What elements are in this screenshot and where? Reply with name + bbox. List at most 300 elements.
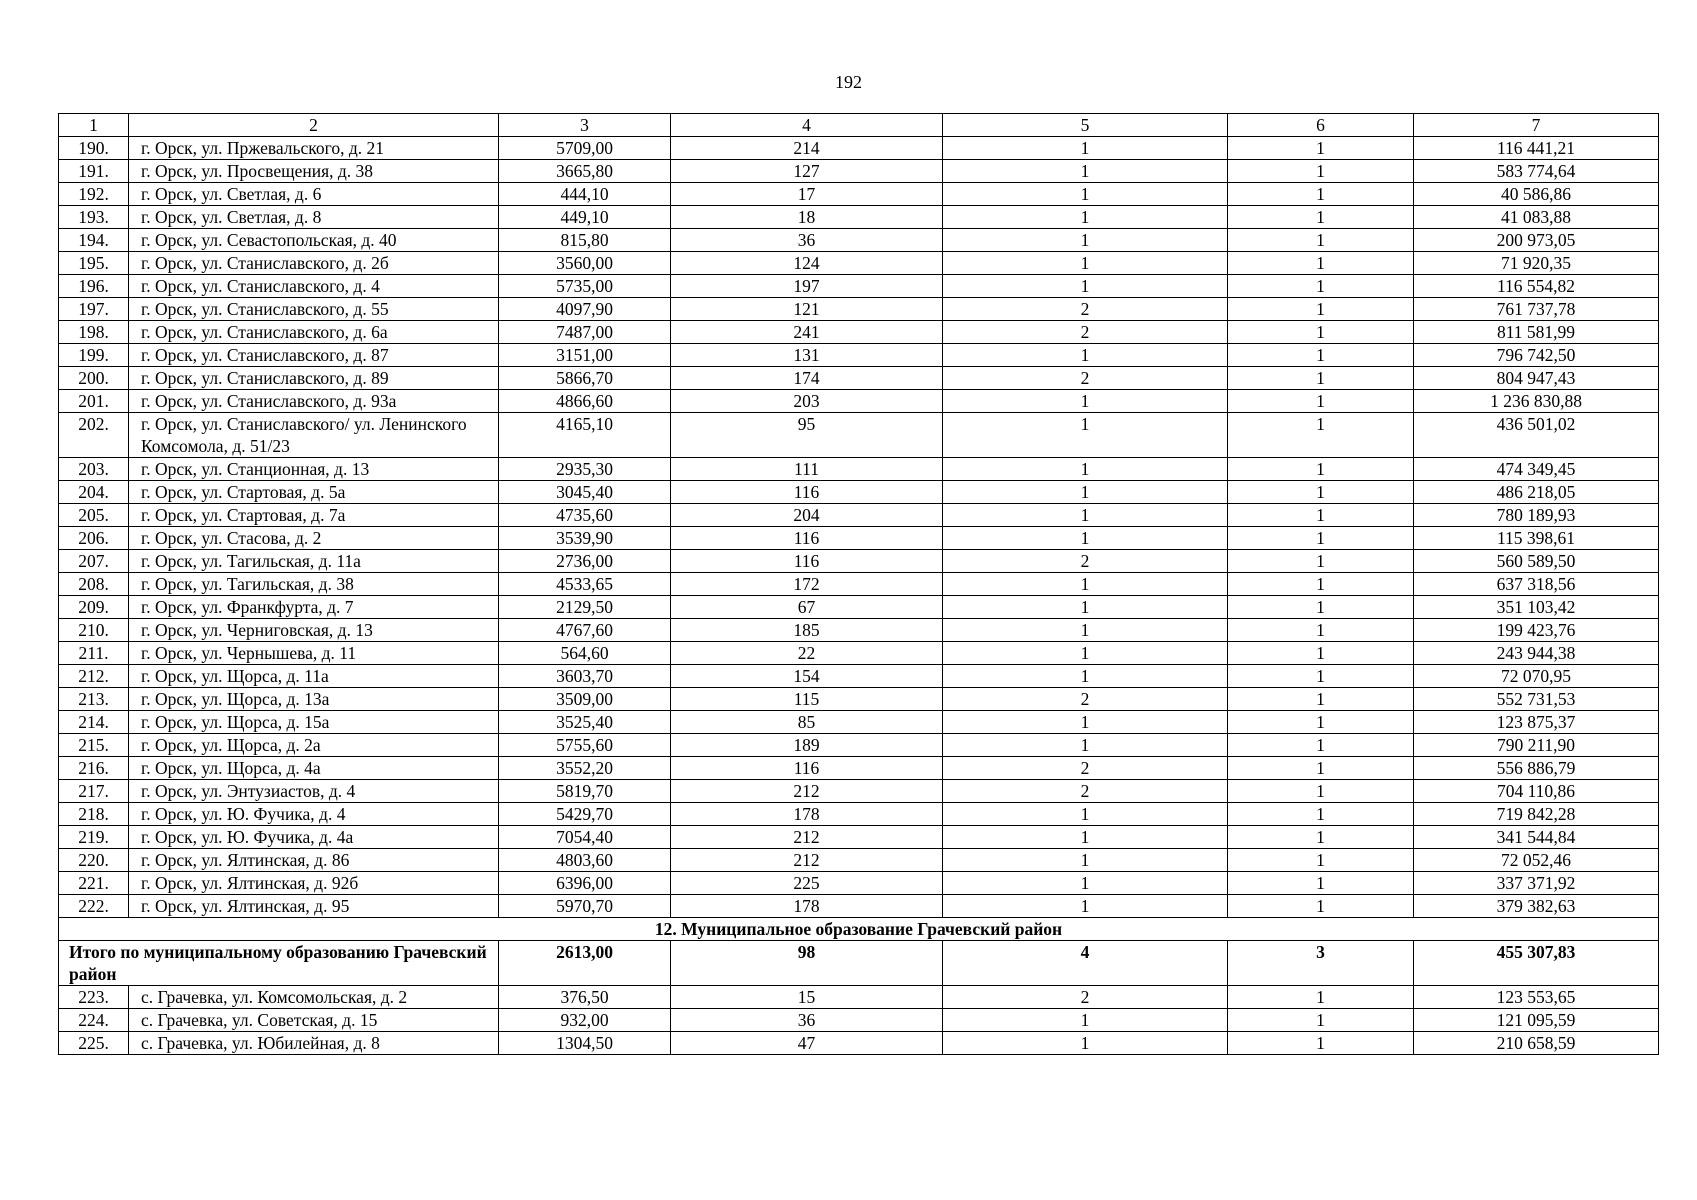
area-cell: 3665,80 bbox=[499, 160, 671, 183]
address-cell: г. Орск, ул. Станиславского, д. 55 bbox=[129, 298, 499, 321]
residents-cell: 15 bbox=[671, 986, 943, 1009]
residents-cell: 67 bbox=[671, 596, 943, 619]
count6-cell: 1 bbox=[1228, 183, 1414, 206]
address-cell: г. Орск, ул. Ялтинская, д. 95 bbox=[129, 895, 499, 918]
count5-cell: 1 bbox=[943, 252, 1228, 275]
area-cell: 3552,20 bbox=[499, 757, 671, 780]
residents-cell: 131 bbox=[671, 344, 943, 367]
residents-cell: 189 bbox=[671, 734, 943, 757]
row-number-cell: 224. bbox=[59, 1009, 129, 1032]
address-cell: г. Орск, ул. Севастопольская, д. 40 bbox=[129, 229, 499, 252]
residents-cell: 241 bbox=[671, 321, 943, 344]
row-number-cell: 200. bbox=[59, 367, 129, 390]
count6-cell: 1 bbox=[1228, 1009, 1414, 1032]
count6-cell: 1 bbox=[1228, 160, 1414, 183]
area-cell: 4767,60 bbox=[499, 619, 671, 642]
row-number-cell: 214. bbox=[59, 711, 129, 734]
total-amount-cell: 455 307,83 bbox=[1414, 941, 1659, 986]
count5-cell: 2 bbox=[943, 367, 1228, 390]
row-number-cell: 194. bbox=[59, 229, 129, 252]
count5-cell: 1 bbox=[943, 160, 1228, 183]
address-cell: г. Орск, ул. Светлая, д. 6 bbox=[129, 183, 499, 206]
table-row bbox=[59, 550, 1659, 573]
amount-cell: 811 581,99 bbox=[1414, 321, 1659, 344]
area-cell: 1304,50 bbox=[499, 1032, 671, 1055]
address-cell: г. Орск, ул. Тагильская, д. 38 bbox=[129, 573, 499, 596]
table-row bbox=[59, 298, 1659, 321]
address-cell: г. Орск, ул. Светлая, д. 8 bbox=[129, 206, 499, 229]
amount-cell: 719 842,28 bbox=[1414, 803, 1659, 826]
count6-cell: 1 bbox=[1228, 757, 1414, 780]
amount-cell: 72 070,95 bbox=[1414, 665, 1659, 688]
address-cell: г. Орск, ул. Щорса, д. 15а bbox=[129, 711, 499, 734]
row-number-cell: 221. bbox=[59, 872, 129, 895]
column-header: 4 bbox=[671, 114, 943, 137]
address-cell: г. Орск, ул. Стартовая, д. 5а bbox=[129, 481, 499, 504]
residents-cell: 178 bbox=[671, 803, 943, 826]
row-number-cell: 222. bbox=[59, 895, 129, 918]
row-number-cell: 198. bbox=[59, 321, 129, 344]
table-row bbox=[59, 137, 1659, 160]
row-number-cell: 199. bbox=[59, 344, 129, 367]
amount-cell: 790 211,90 bbox=[1414, 734, 1659, 757]
amount-cell: 337 371,92 bbox=[1414, 872, 1659, 895]
count6-cell: 1 bbox=[1228, 573, 1414, 596]
count5-cell: 2 bbox=[943, 688, 1228, 711]
area-cell: 3603,70 bbox=[499, 665, 671, 688]
count5-cell: 1 bbox=[943, 665, 1228, 688]
count5-cell: 1 bbox=[943, 1032, 1228, 1055]
residents-cell: 225 bbox=[671, 872, 943, 895]
area-cell: 4735,60 bbox=[499, 504, 671, 527]
count5-cell: 1 bbox=[943, 826, 1228, 849]
table-row bbox=[59, 1009, 1659, 1032]
count5-cell: 1 bbox=[943, 849, 1228, 872]
total-row bbox=[59, 941, 1659, 986]
area-cell: 6396,00 bbox=[499, 872, 671, 895]
area-cell: 7054,40 bbox=[499, 826, 671, 849]
address-cell: г. Орск, ул. Станиславского, д. 6а bbox=[129, 321, 499, 344]
count5-cell: 1 bbox=[943, 619, 1228, 642]
residents-cell: 36 bbox=[671, 1009, 943, 1032]
table-row bbox=[59, 711, 1659, 734]
count6-cell: 1 bbox=[1228, 1032, 1414, 1055]
table-row bbox=[59, 160, 1659, 183]
table-row bbox=[59, 1032, 1659, 1055]
area-cell: 449,10 bbox=[499, 206, 671, 229]
data-table bbox=[58, 113, 1659, 1055]
area-cell: 4803,60 bbox=[499, 849, 671, 872]
count6-cell: 1 bbox=[1228, 458, 1414, 481]
count6-cell: 1 bbox=[1228, 206, 1414, 229]
count5-cell: 1 bbox=[943, 504, 1228, 527]
area-cell: 2935,30 bbox=[499, 458, 671, 481]
residents-cell: 116 bbox=[671, 527, 943, 550]
amount-cell: 116 441,21 bbox=[1414, 137, 1659, 160]
count5-cell: 2 bbox=[943, 298, 1228, 321]
count6-cell: 1 bbox=[1228, 895, 1414, 918]
count6-cell: 1 bbox=[1228, 413, 1414, 458]
amount-cell: 351 103,42 bbox=[1414, 596, 1659, 619]
address-cell: г. Орск, ул. Ялтинская, д. 86 bbox=[129, 849, 499, 872]
count6-cell: 1 bbox=[1228, 481, 1414, 504]
address-cell: г. Орск, ул. Стасова, д. 2 bbox=[129, 527, 499, 550]
area-cell: 2736,00 bbox=[499, 550, 671, 573]
row-number-cell: 209. bbox=[59, 596, 129, 619]
row-number-cell: 220. bbox=[59, 849, 129, 872]
table-row bbox=[59, 458, 1659, 481]
table-row bbox=[59, 344, 1659, 367]
area-cell: 3151,00 bbox=[499, 344, 671, 367]
area-cell: 7487,00 bbox=[499, 321, 671, 344]
row-number-cell: 219. bbox=[59, 826, 129, 849]
count6-cell: 1 bbox=[1228, 780, 1414, 803]
table-row bbox=[59, 413, 1659, 458]
count5-cell: 2 bbox=[943, 550, 1228, 573]
area-cell: 932,00 bbox=[499, 1009, 671, 1032]
count6-cell: 1 bbox=[1228, 298, 1414, 321]
address-cell: г. Орск, ул. Станиславского, д. 87 bbox=[129, 344, 499, 367]
table-row bbox=[59, 849, 1659, 872]
table-row bbox=[59, 367, 1659, 390]
column-header: 5 bbox=[943, 114, 1228, 137]
row-number-cell: 204. bbox=[59, 481, 129, 504]
area-cell: 564,60 bbox=[499, 642, 671, 665]
count5-cell: 1 bbox=[943, 711, 1228, 734]
count6-cell: 1 bbox=[1228, 642, 1414, 665]
residents-cell: 111 bbox=[671, 458, 943, 481]
amount-cell: 123 553,65 bbox=[1414, 986, 1659, 1009]
row-number-cell: 206. bbox=[59, 527, 129, 550]
table-row bbox=[59, 390, 1659, 413]
residents-cell: 178 bbox=[671, 895, 943, 918]
amount-cell: 796 742,50 bbox=[1414, 344, 1659, 367]
area-cell: 3539,90 bbox=[499, 527, 671, 550]
residents-cell: 116 bbox=[671, 550, 943, 573]
row-number-cell: 210. bbox=[59, 619, 129, 642]
area-cell: 2129,50 bbox=[499, 596, 671, 619]
count5-cell: 1 bbox=[943, 803, 1228, 826]
residents-cell: 18 bbox=[671, 206, 943, 229]
residents-cell: 47 bbox=[671, 1032, 943, 1055]
area-cell: 444,10 bbox=[499, 183, 671, 206]
table-row bbox=[59, 757, 1659, 780]
address-cell: г. Орск, ул. Щорса, д. 4а bbox=[129, 757, 499, 780]
amount-cell: 486 218,05 bbox=[1414, 481, 1659, 504]
area-cell: 5819,70 bbox=[499, 780, 671, 803]
area-cell: 5709,00 bbox=[499, 137, 671, 160]
row-number-cell: 196. bbox=[59, 275, 129, 298]
total-count6-cell: 3 bbox=[1228, 941, 1414, 986]
amount-cell: 41 083,88 bbox=[1414, 206, 1659, 229]
page-number: 192 bbox=[835, 72, 862, 92]
residents-cell: 116 bbox=[671, 481, 943, 504]
address-cell: г. Орск, ул. Стартовая, д. 7а bbox=[129, 504, 499, 527]
row-number-cell: 205. bbox=[59, 504, 129, 527]
amount-cell: 200 973,05 bbox=[1414, 229, 1659, 252]
count5-cell: 1 bbox=[943, 458, 1228, 481]
table-row bbox=[59, 872, 1659, 895]
area-cell: 4097,90 bbox=[499, 298, 671, 321]
address-cell: г. Орск, ул. Щорса, д. 13а bbox=[129, 688, 499, 711]
count6-cell: 1 bbox=[1228, 619, 1414, 642]
amount-cell: 560 589,50 bbox=[1414, 550, 1659, 573]
table-row bbox=[59, 504, 1659, 527]
area-cell: 4533,65 bbox=[499, 573, 671, 596]
count5-cell: 2 bbox=[943, 757, 1228, 780]
area-cell: 3525,40 bbox=[499, 711, 671, 734]
residents-cell: 185 bbox=[671, 619, 943, 642]
table-row bbox=[59, 275, 1659, 298]
address-cell: г. Орск, ул. Тагильская, д. 11а bbox=[129, 550, 499, 573]
count6-cell: 1 bbox=[1228, 849, 1414, 872]
table-row bbox=[59, 803, 1659, 826]
amount-cell: 761 737,78 bbox=[1414, 298, 1659, 321]
amount-cell: 210 658,59 bbox=[1414, 1032, 1659, 1055]
count5-cell: 1 bbox=[943, 596, 1228, 619]
total-label: Итого по муниципальному образованию Грачевский район bbox=[59, 941, 499, 986]
area-cell: 3509,00 bbox=[499, 688, 671, 711]
row-number-cell: 213. bbox=[59, 688, 129, 711]
row-number-cell: 223. bbox=[59, 986, 129, 1009]
address-cell: г. Орск, ул. Щорса, д. 11а bbox=[129, 665, 499, 688]
address-cell: г. Орск, ул. Ю. Фучика, д. 4 bbox=[129, 803, 499, 826]
amount-cell: 199 423,76 bbox=[1414, 619, 1659, 642]
amount-cell: 71 920,35 bbox=[1414, 252, 1659, 275]
amount-cell: 1 236 830,88 bbox=[1414, 390, 1659, 413]
count5-cell: 1 bbox=[943, 229, 1228, 252]
count6-cell: 1 bbox=[1228, 596, 1414, 619]
count6-cell: 1 bbox=[1228, 527, 1414, 550]
table-row bbox=[59, 986, 1659, 1009]
count6-cell: 1 bbox=[1228, 229, 1414, 252]
table-row bbox=[59, 481, 1659, 504]
count5-cell: 1 bbox=[943, 481, 1228, 504]
count6-cell: 1 bbox=[1228, 688, 1414, 711]
residents-cell: 212 bbox=[671, 826, 943, 849]
amount-cell: 115 398,61 bbox=[1414, 527, 1659, 550]
count6-cell: 1 bbox=[1228, 275, 1414, 298]
amount-cell: 116 554,82 bbox=[1414, 275, 1659, 298]
column-header: 2 bbox=[129, 114, 499, 137]
residents-cell: 154 bbox=[671, 665, 943, 688]
area-cell: 3560,00 bbox=[499, 252, 671, 275]
count6-cell: 1 bbox=[1228, 711, 1414, 734]
address-cell: г. Орск, ул. Станиславского, д. 93а bbox=[129, 390, 499, 413]
section-row bbox=[59, 918, 1659, 941]
count6-cell: 1 bbox=[1228, 344, 1414, 367]
total-area-cell: 2613,00 bbox=[499, 941, 671, 986]
amount-cell: 583 774,64 bbox=[1414, 160, 1659, 183]
area-cell: 4866,60 bbox=[499, 390, 671, 413]
area-cell: 5970,70 bbox=[499, 895, 671, 918]
residents-cell: 214 bbox=[671, 137, 943, 160]
count6-cell: 1 bbox=[1228, 872, 1414, 895]
row-number-cell: 201. bbox=[59, 390, 129, 413]
table-row bbox=[59, 826, 1659, 849]
row-number-cell: 207. bbox=[59, 550, 129, 573]
column-header: 1 bbox=[59, 114, 129, 137]
area-cell: 376,50 bbox=[499, 986, 671, 1009]
column-header: 3 bbox=[499, 114, 671, 137]
table-row bbox=[59, 734, 1659, 757]
address-cell: с. Грачевка, ул. Юбилейная, д. 8 bbox=[129, 1032, 499, 1055]
table-row bbox=[59, 780, 1659, 803]
column-header: 7 bbox=[1414, 114, 1659, 137]
row-number-cell: 190. bbox=[59, 137, 129, 160]
address-cell: г. Орск, ул. Чернышева, д. 11 bbox=[129, 642, 499, 665]
area-cell: 5866,70 bbox=[499, 367, 671, 390]
amount-cell: 556 886,79 bbox=[1414, 757, 1659, 780]
count5-cell: 1 bbox=[943, 895, 1228, 918]
residents-cell: 121 bbox=[671, 298, 943, 321]
count6-cell: 1 bbox=[1228, 826, 1414, 849]
count5-cell: 1 bbox=[943, 1009, 1228, 1032]
residents-cell: 115 bbox=[671, 688, 943, 711]
count5-cell: 1 bbox=[943, 734, 1228, 757]
count6-cell: 1 bbox=[1228, 137, 1414, 160]
count6-cell: 1 bbox=[1228, 665, 1414, 688]
count5-cell: 2 bbox=[943, 780, 1228, 803]
amount-cell: 780 189,93 bbox=[1414, 504, 1659, 527]
table-row bbox=[59, 183, 1659, 206]
table-row bbox=[59, 642, 1659, 665]
address-cell: г. Орск, ул. Станиславского, д. 4 bbox=[129, 275, 499, 298]
area-cell: 5755,60 bbox=[499, 734, 671, 757]
table-row bbox=[59, 895, 1659, 918]
amount-cell: 379 382,63 bbox=[1414, 895, 1659, 918]
address-cell: г. Орск, ул. Станиславского, д. 2б bbox=[129, 252, 499, 275]
count6-cell: 1 bbox=[1228, 504, 1414, 527]
row-number-cell: 225. bbox=[59, 1032, 129, 1055]
area-cell: 5735,00 bbox=[499, 275, 671, 298]
residents-cell: 204 bbox=[671, 504, 943, 527]
amount-cell: 474 349,45 bbox=[1414, 458, 1659, 481]
row-number-cell: 192. bbox=[59, 183, 129, 206]
amount-cell: 40 586,86 bbox=[1414, 183, 1659, 206]
row-number-cell: 212. bbox=[59, 665, 129, 688]
address-cell: г. Орск, ул. Ю. Фучика, д. 4а bbox=[129, 826, 499, 849]
table-row bbox=[59, 596, 1659, 619]
residents-cell: 172 bbox=[671, 573, 943, 596]
address-cell: г. Орск, ул. Ялтинская, д. 92б bbox=[129, 872, 499, 895]
header-row bbox=[59, 114, 1659, 137]
table-row bbox=[59, 573, 1659, 596]
residents-cell: 212 bbox=[671, 849, 943, 872]
row-number-cell: 217. bbox=[59, 780, 129, 803]
section-title: 12. Муниципальное образование Грачевский район bbox=[59, 918, 1659, 941]
residents-cell: 124 bbox=[671, 252, 943, 275]
count6-cell: 1 bbox=[1228, 390, 1414, 413]
row-number-cell: 208. bbox=[59, 573, 129, 596]
count5-cell: 1 bbox=[943, 413, 1228, 458]
amount-cell: 121 095,59 bbox=[1414, 1009, 1659, 1032]
row-number-cell: 202. bbox=[59, 413, 129, 458]
residents-cell: 203 bbox=[671, 390, 943, 413]
address-cell: г. Орск, ул. Просвещения, д. 38 bbox=[129, 160, 499, 183]
amount-cell: 552 731,53 bbox=[1414, 688, 1659, 711]
row-number-cell: 195. bbox=[59, 252, 129, 275]
row-number-cell: 218. bbox=[59, 803, 129, 826]
count5-cell: 1 bbox=[943, 137, 1228, 160]
row-number-cell: 215. bbox=[59, 734, 129, 757]
row-number-cell: 191. bbox=[59, 160, 129, 183]
count5-cell: 1 bbox=[943, 275, 1228, 298]
address-cell: г. Орск, ул. Щорса, д. 2а bbox=[129, 734, 499, 757]
address-cell: г. Орск, ул. Черниговская, д. 13 bbox=[129, 619, 499, 642]
count6-cell: 1 bbox=[1228, 734, 1414, 757]
address-cell: г. Орск, ул. Станиславского/ ул. Ленинского Комсомола, д. 51/23 bbox=[129, 413, 499, 458]
amount-cell: 704 110,86 bbox=[1414, 780, 1659, 803]
count5-cell: 1 bbox=[943, 642, 1228, 665]
area-cell: 3045,40 bbox=[499, 481, 671, 504]
count6-cell: 1 bbox=[1228, 367, 1414, 390]
residents-cell: 36 bbox=[671, 229, 943, 252]
residents-cell: 212 bbox=[671, 780, 943, 803]
area-cell: 4165,10 bbox=[499, 413, 671, 458]
residents-cell: 174 bbox=[671, 367, 943, 390]
count5-cell: 1 bbox=[943, 573, 1228, 596]
amount-cell: 804 947,43 bbox=[1414, 367, 1659, 390]
residents-cell: 22 bbox=[671, 642, 943, 665]
address-cell: г. Орск, ул. Пржевальского, д. 21 bbox=[129, 137, 499, 160]
amount-cell: 243 944,38 bbox=[1414, 642, 1659, 665]
area-cell: 815,80 bbox=[499, 229, 671, 252]
amount-cell: 72 052,46 bbox=[1414, 849, 1659, 872]
count5-cell: 1 bbox=[943, 390, 1228, 413]
address-cell: с. Грачевка, ул. Комсомольская, д. 2 bbox=[129, 986, 499, 1009]
residents-cell: 197 bbox=[671, 275, 943, 298]
total-count5-cell: 4 bbox=[943, 941, 1228, 986]
amount-cell: 436 501,02 bbox=[1414, 413, 1659, 458]
address-cell: г. Орск, ул. Станиславского, д. 89 bbox=[129, 367, 499, 390]
residents-cell: 85 bbox=[671, 711, 943, 734]
area-cell: 5429,70 bbox=[499, 803, 671, 826]
count6-cell: 1 bbox=[1228, 803, 1414, 826]
row-number-cell: 197. bbox=[59, 298, 129, 321]
count5-cell: 1 bbox=[943, 527, 1228, 550]
table-row bbox=[59, 619, 1659, 642]
residents-cell: 95 bbox=[671, 413, 943, 458]
count5-cell: 1 bbox=[943, 183, 1228, 206]
count5-cell: 2 bbox=[943, 321, 1228, 344]
table-row bbox=[59, 229, 1659, 252]
column-header: 6 bbox=[1228, 114, 1414, 137]
table-row bbox=[59, 665, 1659, 688]
count6-cell: 1 bbox=[1228, 252, 1414, 275]
residents-cell: 116 bbox=[671, 757, 943, 780]
count6-cell: 1 bbox=[1228, 550, 1414, 573]
address-cell: с. Грачевка, ул. Советская, д. 15 bbox=[129, 1009, 499, 1032]
count5-cell: 1 bbox=[943, 206, 1228, 229]
row-number-cell: 193. bbox=[59, 206, 129, 229]
count6-cell: 1 bbox=[1228, 986, 1414, 1009]
table-row bbox=[59, 252, 1659, 275]
residents-cell: 17 bbox=[671, 183, 943, 206]
address-cell: г. Орск, ул. Станционная, д. 13 bbox=[129, 458, 499, 481]
total-residents-cell: 98 bbox=[671, 941, 943, 986]
address-cell: г. Орск, ул. Франкфурта, д. 7 bbox=[129, 596, 499, 619]
table-row bbox=[59, 321, 1659, 344]
count6-cell: 1 bbox=[1228, 321, 1414, 344]
count5-cell: 2 bbox=[943, 986, 1228, 1009]
address-cell: г. Орск, ул. Энтузиастов, д. 4 bbox=[129, 780, 499, 803]
row-number-cell: 216. bbox=[59, 757, 129, 780]
table-row bbox=[59, 527, 1659, 550]
amount-cell: 123 875,37 bbox=[1414, 711, 1659, 734]
table-row bbox=[59, 206, 1659, 229]
table-row bbox=[59, 688, 1659, 711]
